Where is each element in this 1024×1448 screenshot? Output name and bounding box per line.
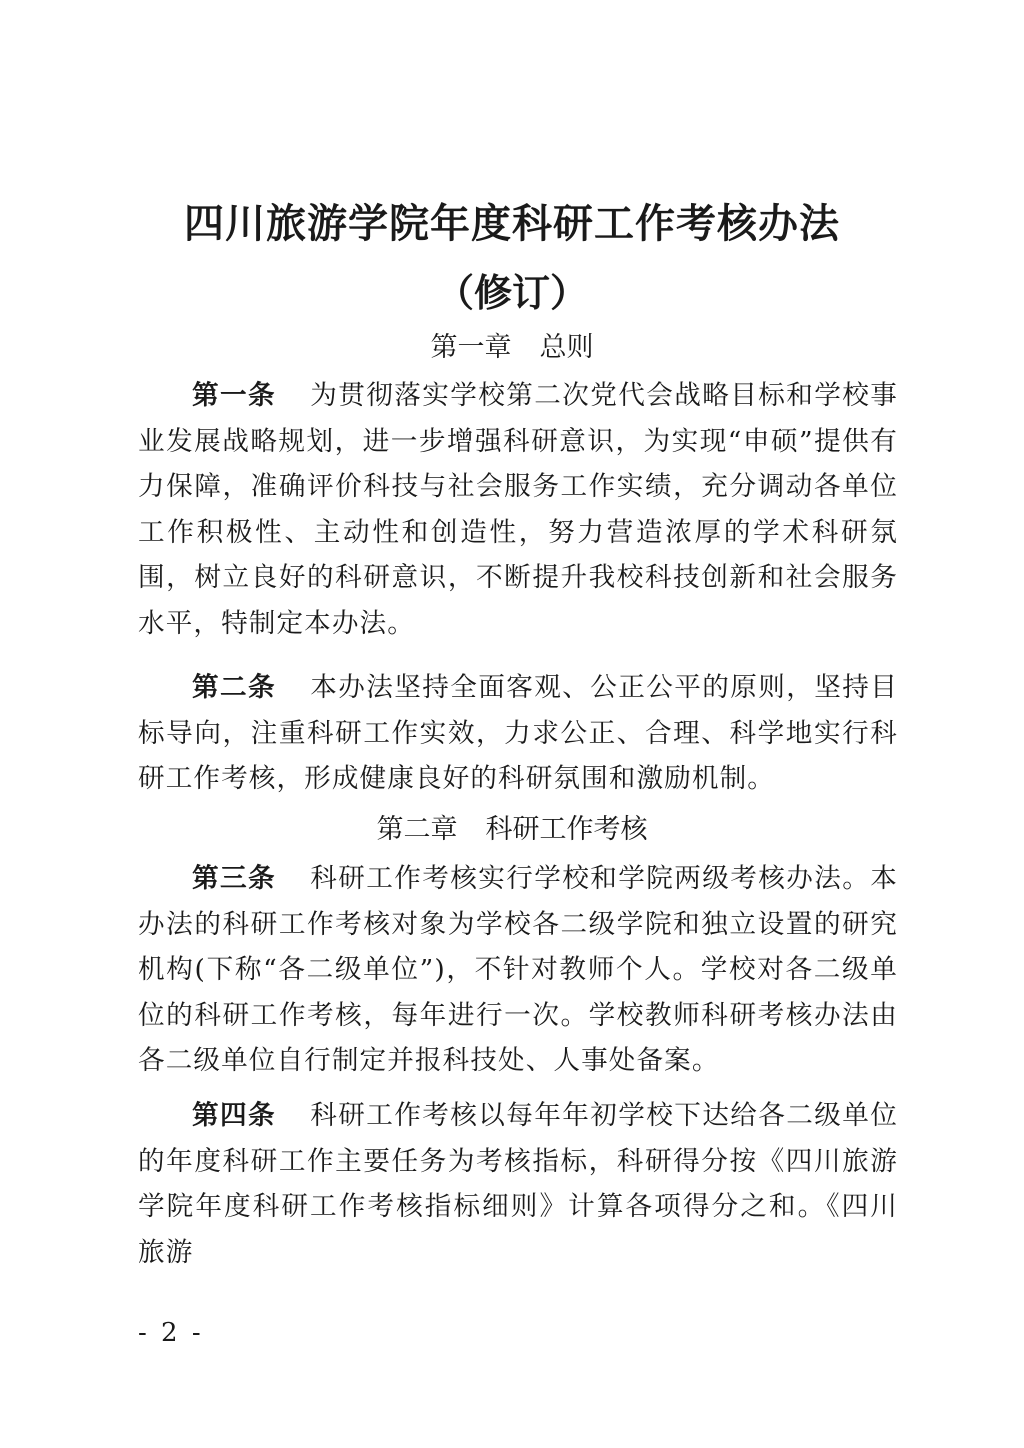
chapter-number: 第一章 (430, 332, 512, 363)
article-1 (138, 373, 898, 646)
article-2 (138, 665, 898, 802)
chapter-name: 科研工作考核 (485, 814, 648, 845)
article-label: 第四条 (192, 1100, 276, 1131)
chapter-name: 总则 (539, 332, 594, 363)
chapter-heading-2 (0, 810, 1024, 850)
document-title: 四川旅游学院年度科研工作考核办法 (184, 200, 840, 247)
page-number: - 2 - (138, 1318, 204, 1348)
article-label: 第一条 (192, 380, 276, 411)
chapter-heading-1 (0, 328, 1024, 368)
article-label: 第二条 (192, 672, 276, 703)
article-text: 科研工作考核以每年年初学校下达给各二级单位的年度科研工作主要任务为考核指标，科研得分按《四川旅游学院年度科研工作考核指标细则》计算各项得分之和。《四川旅游 (138, 1100, 898, 1268)
chapter-number: 第二章 (376, 814, 458, 845)
article-text: 本办法坚持全面客观、公正公平的原则，坚持目标导向，注重科研工作实效，力求公正、合理、科学地实行科研工作考核，形成健康良好的科研氛围和激励机制。 (138, 672, 898, 794)
article-4 (138, 1093, 898, 1275)
article-text: 为贯彻落实学校第二次党代会战略目标和学校事业发展战略规划，进一步增强科研意识，为实现“申硕”提供有力保障，准确评价科技与社会服务工作实绩，充分调动各单位工作积极性、主动性和创造性，努力营造浓厚的学术科研氛围，树立良好的科研意识，不断提升我校科技创新和社会服务水平，特制定本办法。 (138, 380, 898, 639)
document-subtitle: （修订） (435, 270, 588, 315)
article-label: 第三条 (192, 863, 276, 894)
article-text: 科研工作考核实行学校和学院两级考核办法。本办法的科研工作考核对象为学校各二级学院和独立设置的研究机构(下称“各二级单位”)，不针对教师个人。学校对各二级单位的科研工作考核，每年进行一次。学校教师科研考核办法由各二级单位自行制定并报科技处、人事处备案。 (138, 863, 898, 1076)
article-3 (138, 856, 898, 1084)
